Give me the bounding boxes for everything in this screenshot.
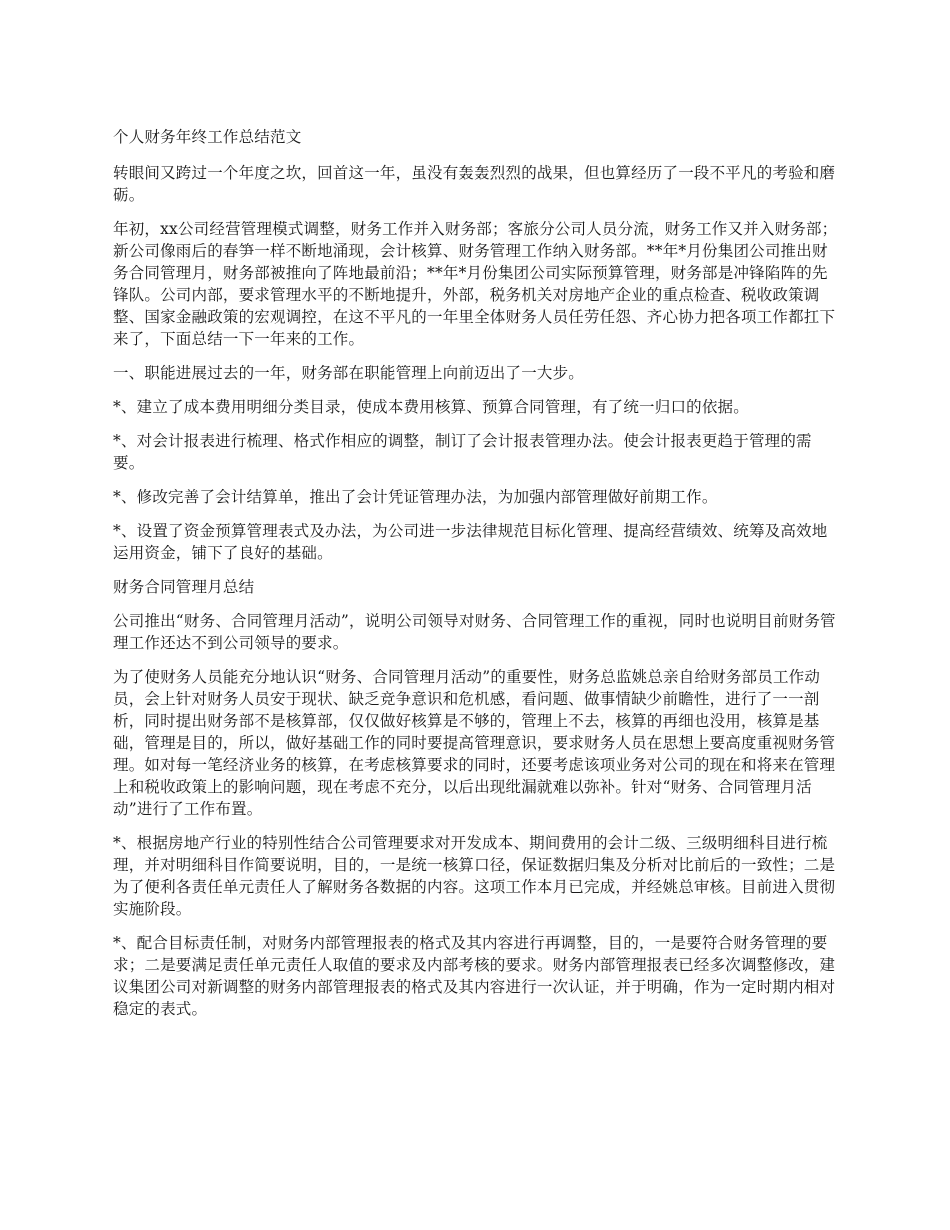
list-item-cost-catalog: *、建立了成本费用明细分类目录，使成本费用核算、预算合同管理，有了统一归口的依据。 [113, 398, 749, 416]
paragraph-background: 年初，xx公司经营管理模式调整，财务工作并入财务部；客旅分公司人员分流，财务工作又并入财务部；新公司像雨后的春笋一样不断地涌现，会计核算、财务管理工作纳入财务部。**年*月份集团公司推出财务合同管理月，财务部被推向了阵地最前沿；**年*月份集团公司实际预算管理，财务部是冲锋陷阵的先锋队。公司内部，要求管理水平的不断地提升，外部，税务机关对房地产企业的重点检查、税收政策调整、国家金融政策的宏观调控，在这不平凡的一年里全体财务人员任劳任怨、齐心协力把各项工作都扛下来了，下面总结一下一年来的工作。 [113, 220, 838, 348]
paragraph-contract-month-intro: 公司推出“财务、合同管理月活动”，说明公司领导对财务、合同管理工作的重视，同时也说明目前财务管理工作还达不到公司领导的要求。 [113, 612, 836, 652]
list-item-settlement-form: *、修改完善了会计结算单，推出了会计凭证管理办法，为加强内部管理做好前期工作。 [113, 488, 718, 506]
list-item-fund-budget: *、设置了资金预算管理表式及办法，为公司进一步法律规范目标化管理、提高经营绩效、统筹及高效地运用资金，铺下了良好的基础。 [113, 522, 828, 562]
paragraph-intro: 转眼间又跨过一个年度之坎，回首这一年，虽没有轰轰烈烈的战果，但也算经历了一段不平凡的考验和磨砺。 [113, 164, 836, 204]
section-heading-contract-month: 财务合同管理月总结 [113, 578, 255, 596]
list-item-report-format: *、对会计报表进行梳理、格式作相应的调整，制订了会计报表管理办法。使会计报表更趋于管理的需要。 [113, 432, 812, 472]
list-item-account-review: *、根据房地产行业的特别性结合公司管理要求对开发成本、期间费用的会计二级、三级明细科目进行梳理，并对明细科目作简要说明，目的，一是统一核算口径，保证数据归集及分析对比前后的一致性；二是为了便利各责任单元责任人了解财务各数据的内容。这项工作本月已完成，并经姚总审核。目前进入贯彻实施阶段。 [113, 834, 836, 918]
document-title: 个人财务年终工作总结范文 [113, 128, 302, 146]
section-heading-functions: 一、职能进展过去的一年，财务部在职能管理上向前迈出了一大步。 [113, 364, 585, 382]
paragraph-mobilization: 为了使财务人员能充分地认识“财务、合同管理月活动”的重要性，财务总监姚总亲自给财务部员工作动员，会上针对财务人员安于现状、缺乏竞争意识和危机感，看问题、做事情缺少前瞻性，进行了一一剖析，同时提出财务部不是核算部，仅仅做好核算是不够的，管理上不去，核算的再细也没用，核算是基础，管理是目的，所以，做好基础工作的同时要提高管理意识，要求财务人员在思想上要高度重视财务管理。如对每一笔经济业务的核算，在考虑核算要求的同时，还要考虑该项业务对公司的现在和将来在管理上和税收政策上的影响问题，现在考虑不充分，以后出现纰漏就难以弥补。针对“财务、合同管理月活动”进行了工作布置。 [113, 668, 836, 818]
list-item-internal-reports: *、配合目标责任制，对财务内部管理报表的格式及其内容进行再调整，目的，一是要符合财务管理的要求；二是要满足责任单元责任人取值的要求及内部考核的要求。财务内部管理报表已经多次调整修改，建议集团公司对新调整的财务内部管理报表的格式及其内容进行一次认证，并于明确，作为一定时期内相对稳定的表式。 [113, 934, 836, 1018]
document-page [113, 126, 839, 1032]
